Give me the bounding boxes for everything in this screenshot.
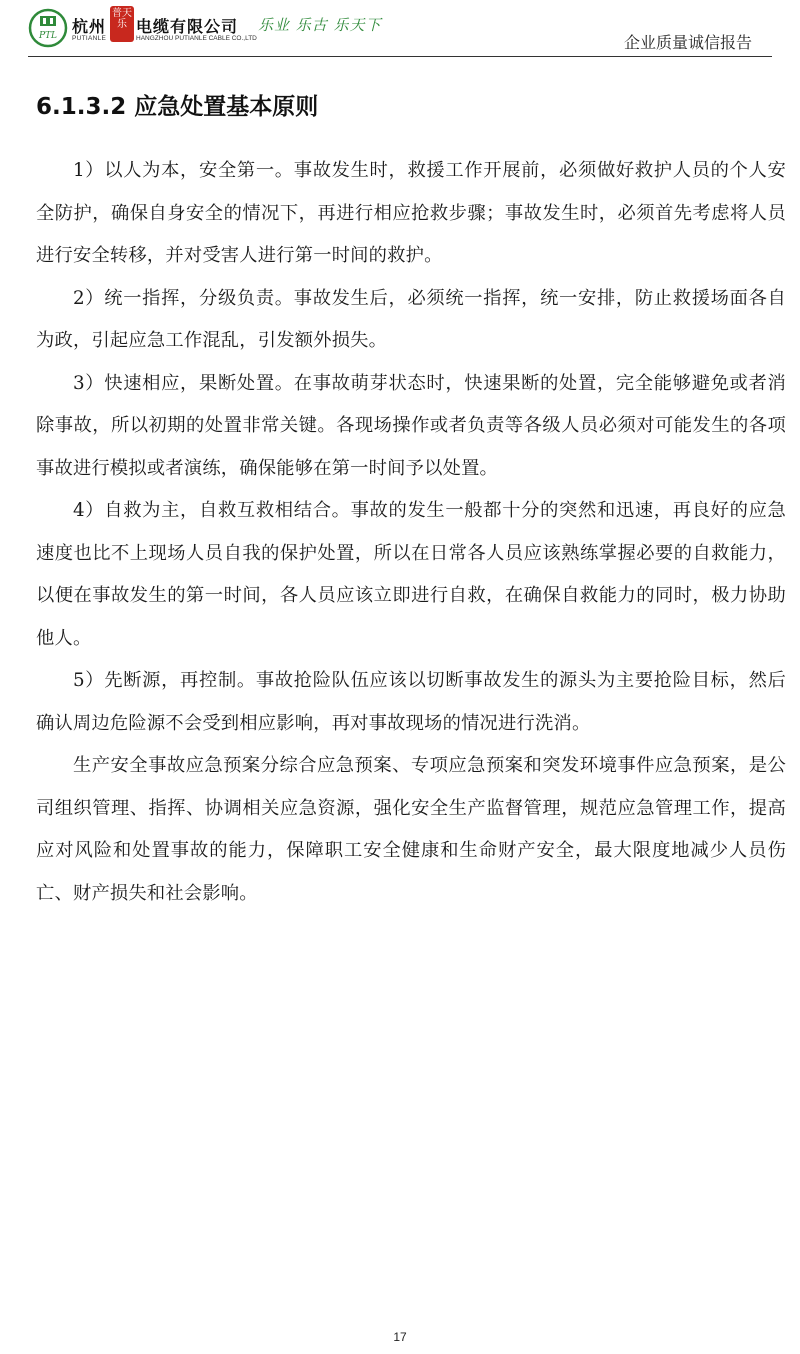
page-number: 17: [393, 1330, 407, 1344]
page-header: [0, 0, 800, 58]
brand-seal: 普天乐: [110, 6, 134, 42]
document-body: [36, 150, 786, 915]
company-logo-icon: [28, 8, 68, 48]
report-title: 企业质量诚信报告: [623, 33, 752, 52]
paragraph-principle-2: 2）统一指挥，分级负责。事故发生后，必须统一指挥，统一安排，防止救援场面各自为政，引起应急工作混乱，引发额外损失。: [36, 287, 786, 351]
section-number: 6.1.3.2: [36, 94, 127, 120]
section-title: 应急处置基本原则: [134, 94, 319, 120]
paragraph-principle-1: 1）以人为本，安全第一。事故发生时，救援工作开展前，必须做好救护人员的个人安全防护，确保自身安全的情况下，再进行相应抢救步骤；事故发生时，必须首先考虑将人员进行安全转移，并对受害人进行第一时间的救护。: [36, 160, 786, 266]
brand-name-en: PUTIANLE: [72, 35, 107, 42]
paragraph-summary: 生产安全事故应急预案分综合应急预案、专项应急预案和突发环境事件应急预案，是公司组织管理、指挥、协调相关应急资源，强化安全生产监督管理，规范应急管理工作，提高应对风险和处置事故的能力，保障职工安全健康和生命财产安全，最大限度地减少人员伤亡、财产损失和社会影响。: [36, 755, 786, 904]
logo-text: PTL: [38, 31, 58, 41]
paragraph-principle-3: 3）快速相应，果断处置。在事故萌芽状态时，快速果断的处置，完全能够避免或者消除事故，所以初期的处置非常关键。各现场操作或者负责等各级人员必须对可能发生的各项事故进行模拟或者演练，确保能够在第一时间予以处置。: [36, 372, 786, 479]
header-divider: [28, 56, 772, 57]
company-name-en: HANGZHOU PUTIANLE CABLE CO.,LTD: [136, 35, 257, 42]
paragraph-principle-5: 5）先断源，再控制。事故抢险队伍应该以切断事故发生的源头为主要抢险目标，然后确认周边危险源不会受到相应影响，再对事故现场的情况进行洗消。: [36, 670, 786, 734]
company-name: 电缆有限公司: [136, 17, 239, 36]
paragraph-principle-4: 4）自救为主，自救互救相结合。事故的发生一般都十分的突然和迅速，再良好的应急速度也比不上现场人员自我的保护处置，所以在日常各人员应该熟练掌握必要的自救能力，以便在事故发生的第一时间，各人员应该立即进行自救，在确保自救能力的同时，极力协助他人。: [36, 500, 786, 649]
section-heading: [36, 88, 318, 121]
company-slogan: 乐业 乐古 乐天下: [258, 16, 382, 34]
brand-name: 杭州: [72, 17, 107, 36]
